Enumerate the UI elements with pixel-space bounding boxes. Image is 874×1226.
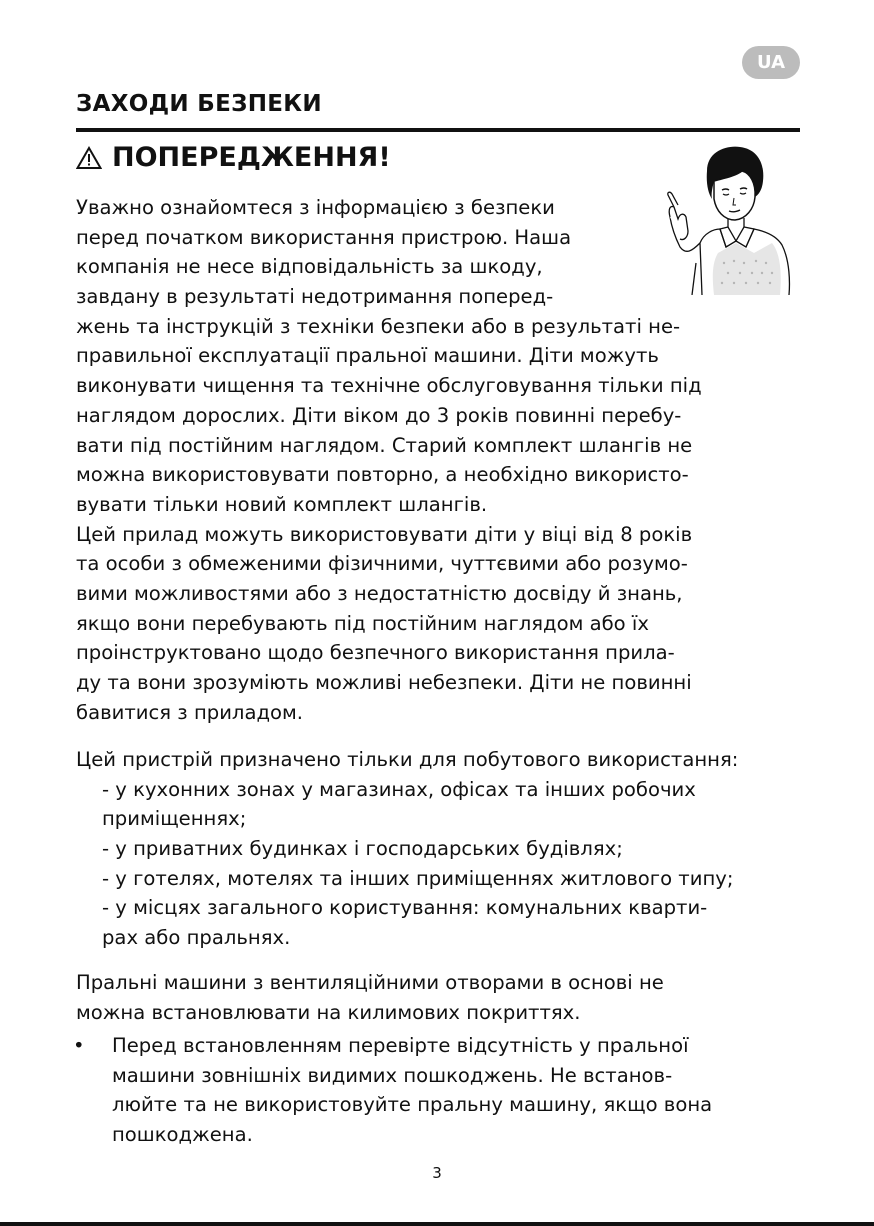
language-badge: UA bbox=[742, 46, 800, 79]
usage-item: рах або пральнях. bbox=[102, 926, 291, 950]
text-line: ду та вони зрозуміють можливі небезпеки. Діти не повинні bbox=[76, 671, 692, 694]
text-line: вими можливостями або з недостатністю досвіду й знань, bbox=[76, 581, 683, 605]
usage-item: - у готелях, мотелях та інших приміщеннях житлового типу; bbox=[102, 866, 734, 890]
warning-title bbox=[76, 142, 391, 173]
text-line: перед початком використання пристрою. Наша bbox=[76, 225, 572, 249]
text-line: можна встановлювати на килимових покриттях. bbox=[76, 1000, 581, 1024]
usage-item: - у приватних будинках і господарських будівлях; bbox=[102, 837, 623, 861]
usage-item: - у місцях загального користування: комунальних кварти- bbox=[102, 896, 708, 920]
bullet-item bbox=[112, 1031, 712, 1150]
page-number: 3 bbox=[432, 1164, 442, 1182]
text-line: Пральні машини з вентиляційними отворами в основі не bbox=[76, 971, 664, 994]
text-line: бавитися з приладом. bbox=[76, 700, 304, 724]
text-line: Уважно ознайомтеся з інформацією з безпеки bbox=[76, 196, 555, 219]
usage-item: приміщеннях; bbox=[102, 807, 247, 831]
usage-item: - у кухонних зонах у магазинах, офісах та інших робочих bbox=[102, 777, 696, 801]
text-line: Цей прилад можуть використовувати діти у віці від 8 років bbox=[76, 522, 693, 546]
text-line: можна використовувати повторно, а необхідно використо- bbox=[76, 463, 689, 487]
text-line: Цей пристрій призначено тільки для побутового використання: bbox=[76, 748, 739, 771]
text-line: та особи з обмеженими фізичними, чуттєвими або розумо- bbox=[76, 552, 688, 576]
intro-paragraph bbox=[76, 193, 702, 727]
warning-title-text: ПОПЕРЕДЖЕННЯ! bbox=[112, 142, 391, 173]
carpet-paragraph bbox=[76, 968, 664, 1027]
text-line: завдану в результаті недотримання поперед- bbox=[76, 285, 554, 309]
warning-triangle-icon bbox=[76, 146, 102, 170]
text-line: жень та інструкцій з техніки безпеки або в результаті не- bbox=[76, 314, 681, 338]
text-line: проінструктовано щодо безпечного використання прила- bbox=[76, 641, 675, 665]
bottom-rule bbox=[0, 1222, 874, 1226]
text-line: компанія не несе відповідальність за шкоду, bbox=[76, 255, 543, 279]
text-line: правильної експлуатації пральної машини. Діти можуть bbox=[76, 344, 659, 368]
text-line: пошкоджена. bbox=[112, 1123, 253, 1147]
section-heading: ЗАХОДИ БЕЗПЕКИ bbox=[76, 91, 322, 117]
text-line: машини зовнішніх видимих пошкоджень. Не встанов- bbox=[112, 1063, 673, 1087]
bullet-marker: • bbox=[73, 1034, 85, 1057]
text-line: наглядом дорослих. Діти віком до 3 років повинні перебу- bbox=[76, 403, 682, 427]
usage-paragraph bbox=[76, 745, 738, 953]
text-line: виконувати чищення та технічне обслуговування тільки під bbox=[76, 374, 702, 398]
text-line: якщо вони перебувають під постійним наглядом або їх bbox=[76, 611, 649, 635]
text-line: вати під постійним наглядом. Старий комплект шлангів не bbox=[76, 433, 693, 457]
heading-rule bbox=[76, 128, 800, 132]
text-line: люйте та не використовуйте пральну машину, якщо вона bbox=[112, 1093, 713, 1117]
text-line: вувати тільки новий комплект шлангів. bbox=[76, 492, 488, 516]
text-line: Перед встановленням перевірте відсутність у пральної bbox=[112, 1034, 689, 1057]
